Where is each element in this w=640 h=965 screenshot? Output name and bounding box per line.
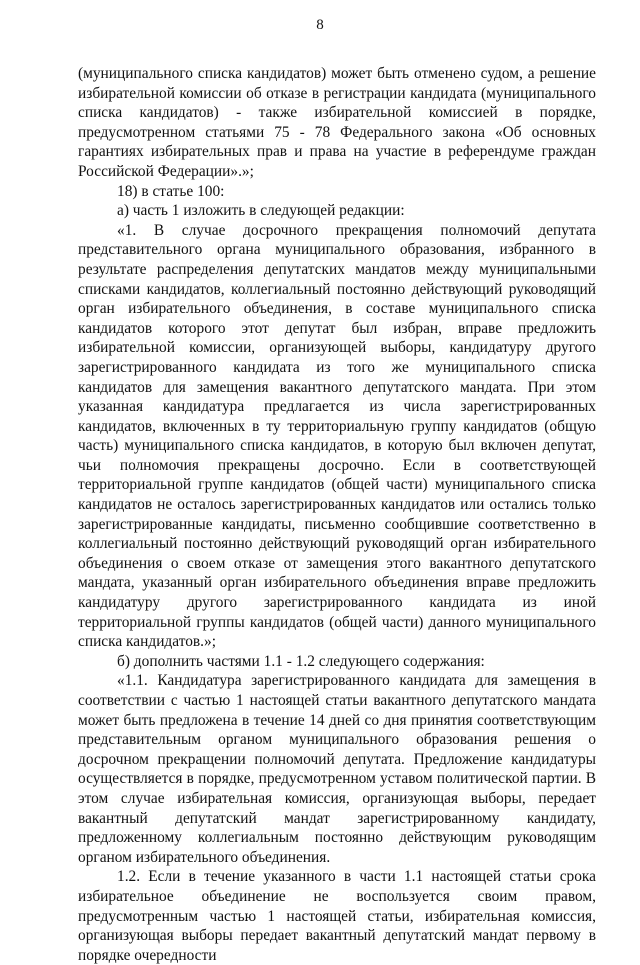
paragraph: «1.1. Кандидатура зарегистрированного кандидата для замещения в соответствии с частью 1 настоящей статьи вакантного депутатского мандата может быть предложена в течение 14 дней со дня принятия соответствующим представительным органом муниципального образования решения о досрочном прекращении полномочий депутата. Предложение кандидатуры осуществляется в порядке, предусмотренном уставом политической партии. В этом случае избирательная комиссия, организующая выборы, передает вакантный депутатский мандат зарегистрированному кандидату, предложенному коллегиальным постоянно действующим руководящим органом избирательного объединения. [78,672,596,866]
paragraph: а) часть 1 изложить в следующей редакции: [117,202,405,220]
paragraph: (муниципального списка кандидатов) может быть отменено судом, а решение избирательной комиссии об отказе в регистрации кандидата (муниципального списка кандидатов) - также избирательной комиссией в порядке, предусмотренном статьями 75 - 78 Федерального закона «Об основных гарантиях избирательных прав и права на участие в референдуме граждан Российской Федерации».»; [78,65,596,180]
document-body [78,64,596,965]
paragraph: 18) в статье 100: [117,182,225,200]
paragraph: б) дополнить частями 1.1 - 1.2 следующего содержания: [117,652,485,670]
paragraph: «1. В случае досрочного прекращения полномочий депутата представительного органа муниципального образования, избранного в результате распределения депутатских мандатов между муниципальными списками кандидатов, коллегиальный постоянно действующий руководящий орган избирательного объединения, в составе муниципального списка кандидатов которого этот депутат был избран, вправе предложить избирательной комиссии, организующей выборы, кандидатуру другого зарегистрированного кандидата из того же муниципального списка кандидатов для замещения вакантного депутатского мандата. При этом указанная кандидатура предлагается из числа зарегистрированных кандидатов, включенных в ту территориальную группу кандидатов (общую часть) муниципального списка кандидатов, в которую был включен депутат, чьи полномочия прекращены досрочно. Если в соответствующей территориальной группе кандидатов (общей части) муниципального списка кандидатов не осталось зарегистрированных кандидатов или остались только зарегистрированные кандидаты, письменно сообщившие соответственно в коллегиальный постоянно действующий руководящий орган избирательного объединения о своем отказе от замещения этого вакантного депутатского мандата, указанный орган избирательного объединения вправе предложить кандидатуру другого зарегистрированного кандидата из иной территориальной группы кандидатов (общей части) данного муниципального списка кандидатов.»; [78,221,596,651]
paragraph: 1.2. Если в течение указанного в части 1.1 настоящей статьи срока избирательное объединение не воспользуется своим правом, предусмотренным частью 1 настоящей статьи, избирательная комиссия, организующая выборы передает вакантный депутатский мандат первому в порядке очередности [78,868,596,964]
page-number: 8 [316,17,324,33]
